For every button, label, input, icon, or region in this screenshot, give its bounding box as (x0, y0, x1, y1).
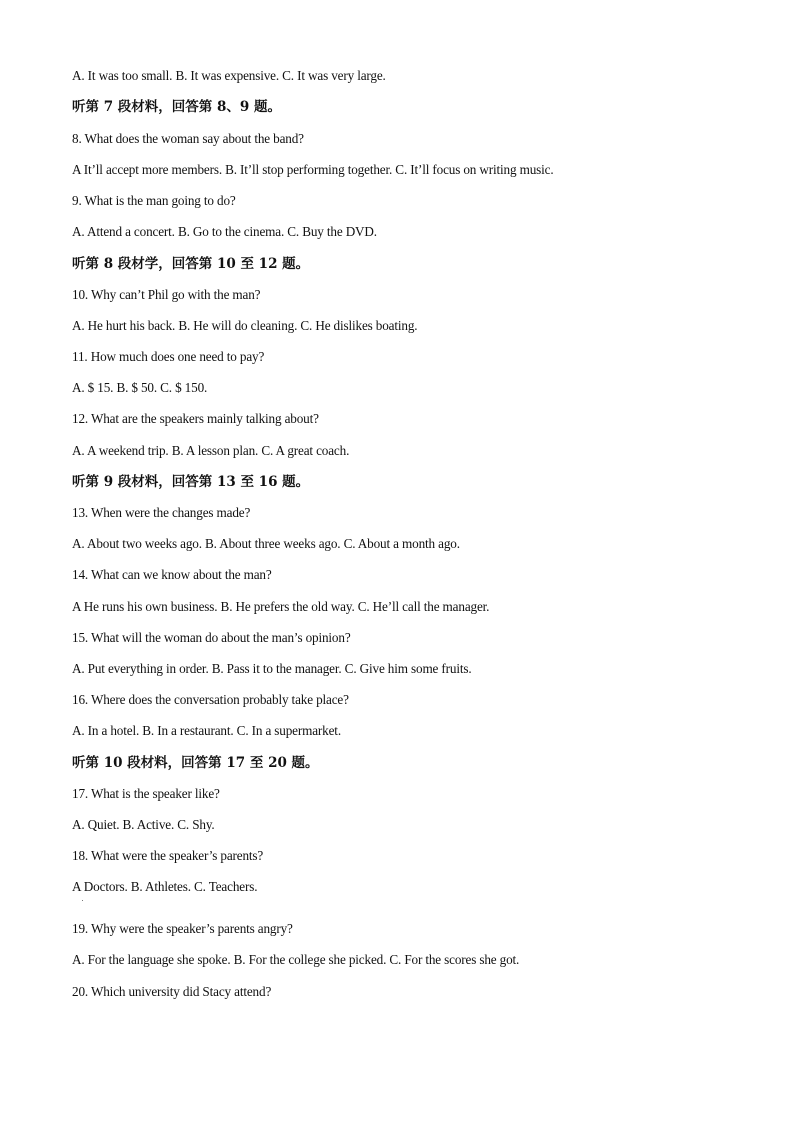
q9-options: A. Attend a concert. B. Go to the cinema. C. Buy the DVD. (72, 224, 377, 239)
section-10-heading: 听第 10 段材料，回答第 17 至 20 题。 (72, 755, 319, 771)
q12-options: A. A weekend trip. B. A lesson plan. C. A great coach. (72, 443, 350, 458)
q19-options: A. For the language she spoke. B. For the college she picked. C. For the scores she got. (72, 952, 520, 967)
scan-speck (82, 900, 83, 901)
q7-options: A. It was too small. B. It was expensive. C. It was very large. (72, 68, 386, 83)
q18-options: A Doctors. B. Athletes. C. Teachers. (72, 879, 258, 894)
q14-question: 14. What can we know about the man? (72, 567, 272, 582)
q18-question: 18. What were the speaker’s parents? (72, 848, 264, 863)
q13-question: 13. When were the changes made? (72, 505, 251, 520)
q12-question: 12. What are the speakers mainly talking about? (72, 411, 319, 426)
q11-question: 11. How much does one need to pay? (72, 349, 265, 364)
q13-options: A. About two weeks ago. B. About three weeks ago. C. About a month ago. (72, 536, 460, 551)
section-8-heading: 听第 8 段材学，回答第 10 至 12 题。 (72, 256, 310, 272)
q8-question: 8. What does the woman say about the band? (72, 131, 304, 146)
q9-question: 9. What is the man going to do? (72, 193, 236, 208)
q14-options: A He runs his own business. B. He prefers the old way. C. He’ll call the manager. (72, 599, 490, 614)
q15-question: 15. What will the woman do about the man’s opinion? (72, 630, 351, 645)
section-9-heading: 听第 9 段材料，回答第 13 至 16 题。 (72, 474, 310, 490)
q16-question: 16. Where does the conversation probably take place? (72, 692, 349, 707)
q19-question: 19. Why were the speaker’s parents angry? (72, 921, 293, 936)
q10-question: 10. Why can’t Phil go with the man? (72, 287, 261, 302)
q15-options: A. Put everything in order. B. Pass it to the manager. C. Give him some fruits. (72, 661, 472, 676)
q17-options: A. Quiet. B. Active. C. Shy. (72, 817, 215, 832)
q11-options: A. $ 15. B. $ 50. C. $ 150. (72, 380, 208, 395)
q10-options: A. He hurt his back. B. He will do cleaning. C. He dislikes boating. (72, 318, 418, 333)
q16-options: A. In a hotel. B. In a restaurant. C. In a supermarket. (72, 723, 341, 738)
q17-question: 17. What is the speaker like? (72, 786, 220, 801)
section-7-heading: 听第 7 段材料，回答第 8、9 题。 (72, 99, 281, 115)
q8-options: A It’ll accept more members. B. It’ll stop performing together. C. It’ll focus on writing music. (72, 162, 554, 177)
q20-question: 20. Which university did Stacy attend? (72, 984, 272, 999)
